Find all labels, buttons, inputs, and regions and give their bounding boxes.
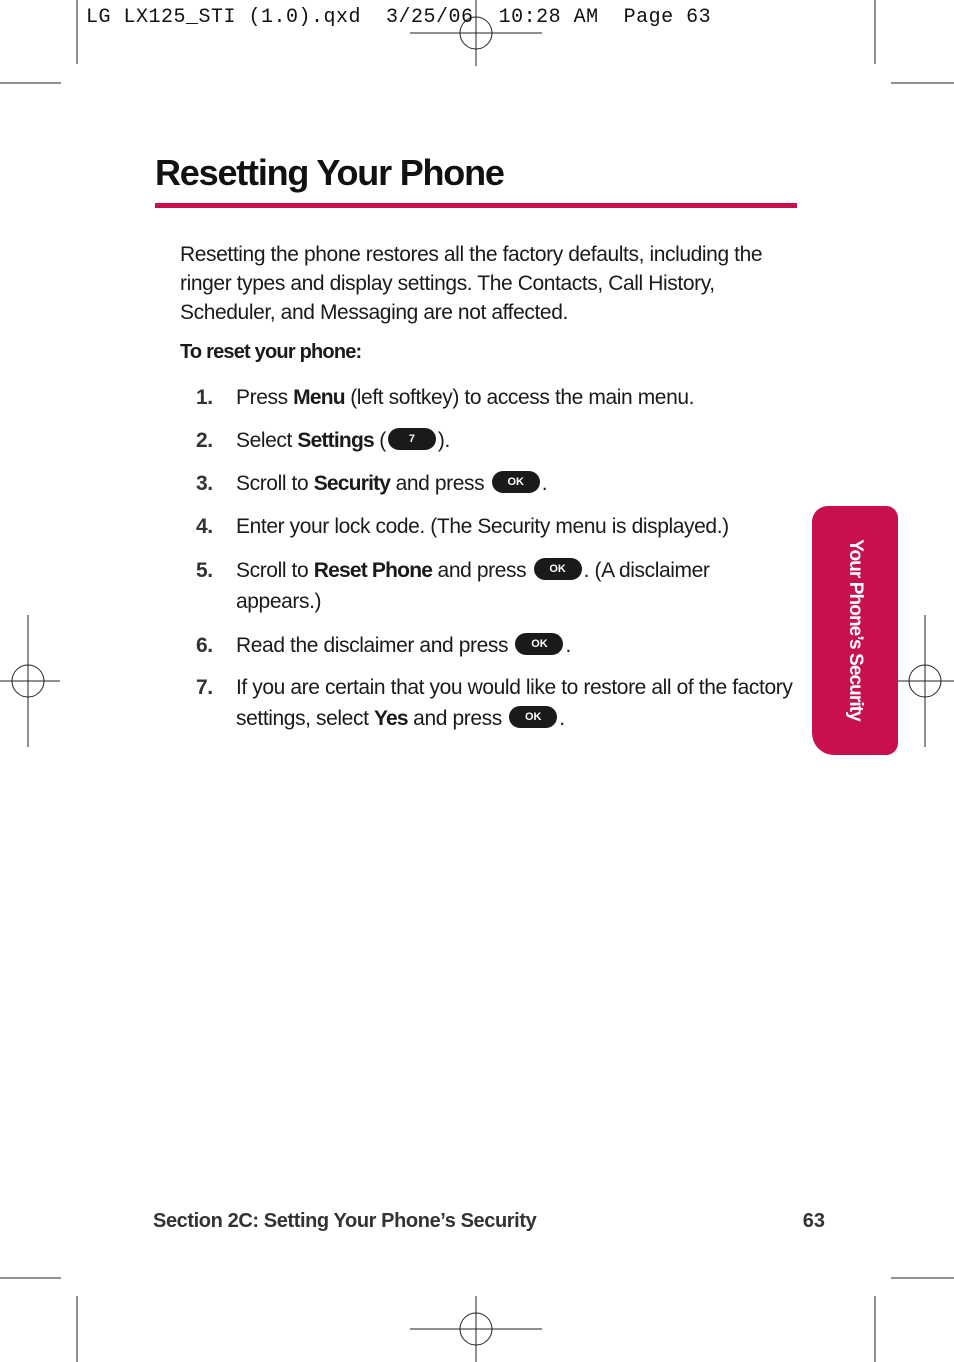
footer-section-title: Section 2C: Setting Your Phone’s Security [153, 1210, 537, 1232]
step-text: Press Menu (left softkey) to access the main menu. [236, 386, 695, 409]
intro-paragraph: Resetting the phone restores all the factory defaults, including the ringer types and display settings. The Contacts, Call History, Scheduler, and Messaging are not affected. [180, 243, 763, 324]
printer-slug-line: LG LX125_STI (1.0).qxd 3/25/06 10:28 AM Page 63 [86, 6, 712, 29]
footer-page-number: 63 [802, 1210, 825, 1232]
step-number: 1. [196, 386, 213, 409]
step-text: Scroll to Security and press OK . [236, 472, 548, 495]
ok-key-icon: OK [492, 471, 540, 493]
settings-label: Settings [297, 429, 374, 452]
step-number: 7. [196, 676, 213, 699]
step-number: 6. [196, 634, 213, 657]
registration-mark-bottom [410, 1296, 542, 1362]
registration-mark-right [893, 615, 954, 747]
step-text: Read the disclaimer and press OK . [236, 634, 571, 657]
section-side-tab [812, 506, 898, 755]
step-number: 3. [196, 472, 213, 495]
page-title: Resetting Your Phone [155, 152, 504, 193]
registration-mark-top [410, 0, 542, 66]
step-text: If you are certain that you would like to restore all of the factory settings, select Yes and press OK . [236, 676, 793, 730]
registration-mark-left [0, 615, 60, 747]
key-7-icon: 7 [388, 428, 436, 450]
step-number: 4. [196, 515, 213, 538]
section-side-tab-label: Your Phone’s Security [845, 539, 866, 721]
reset-phone-label: Reset Phone [313, 559, 433, 582]
ok-key-icon: OK [509, 706, 557, 728]
procedure-subhead: To reset your phone: [180, 341, 362, 363]
step-number: 2. [196, 429, 213, 452]
security-label: Security [313, 472, 391, 495]
menu-label: Menu [293, 386, 345, 409]
ok-key-icon: OK [515, 633, 563, 655]
step-text: Scroll to Reset Phone and press OK . (A disclaimer appears.) [236, 559, 710, 613]
step-text: Enter your lock code. (The Security menu is displayed.) [236, 515, 729, 538]
ok-key-icon: OK [534, 558, 582, 580]
step-text: Select Settings ( 7 ). [236, 429, 450, 452]
step-number: 5. [196, 559, 213, 582]
title-rule [155, 203, 797, 208]
yes-label: Yes [373, 707, 408, 730]
